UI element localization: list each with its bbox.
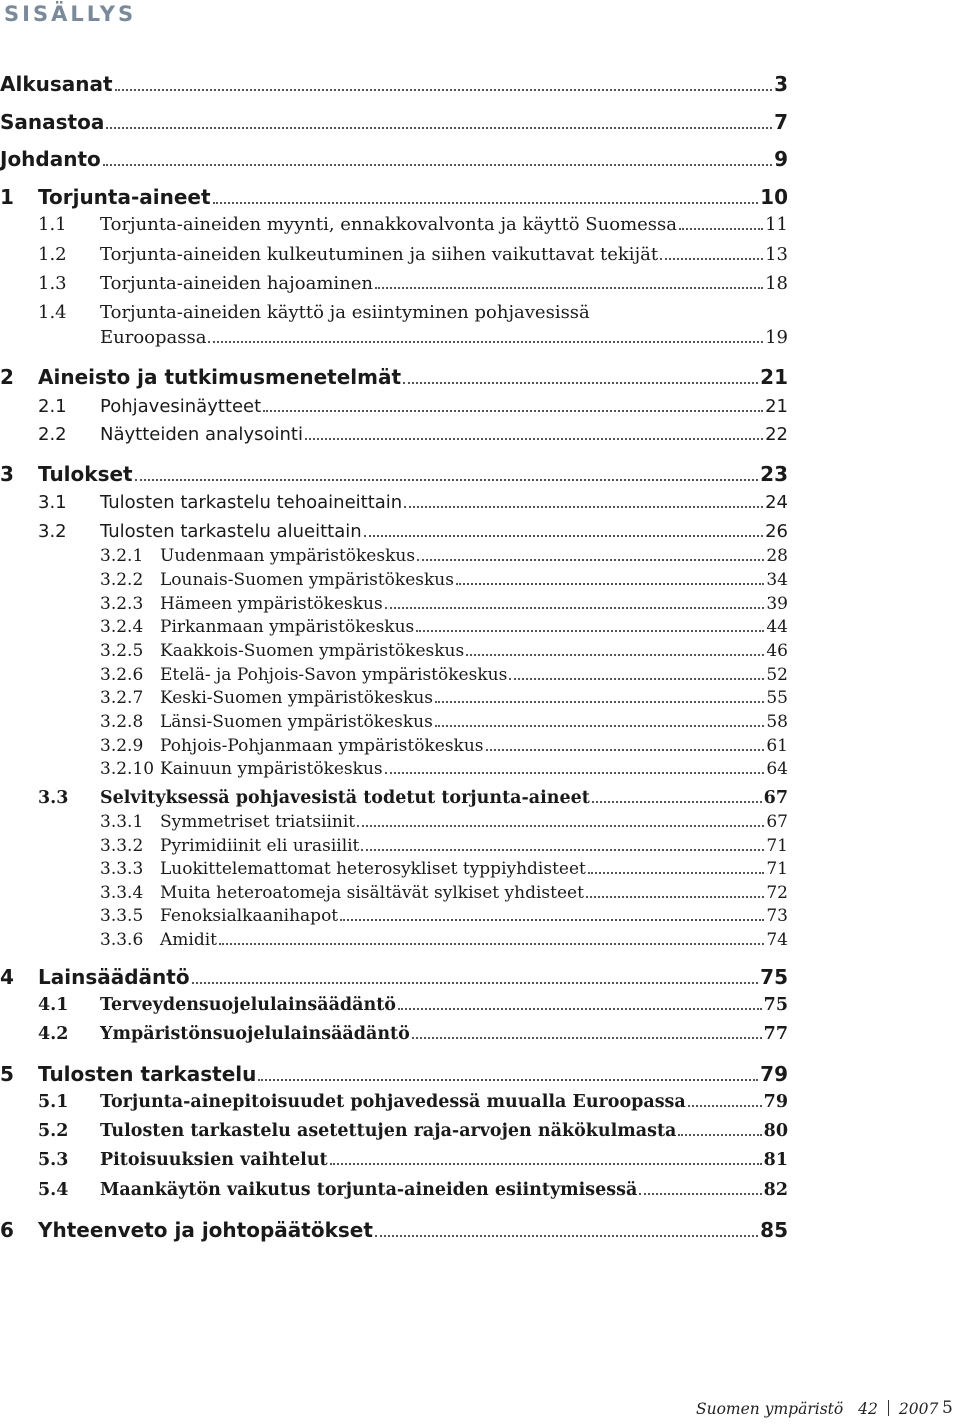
toc-entry-number: 6 xyxy=(0,1218,14,1242)
toc-leader-dots xyxy=(435,725,765,727)
toc-entry[interactable] xyxy=(38,492,788,513)
toc-entry-page: 64 xyxy=(766,759,788,779)
toc-entry-title: Etelä- ja Pohjois-Savon ympäristökeskus xyxy=(160,665,508,685)
toc-entry-page: 39 xyxy=(766,594,788,614)
toc-leader-dots xyxy=(586,896,764,898)
toc-entry[interactable] xyxy=(100,906,788,926)
toc-entry[interactable] xyxy=(100,712,788,732)
toc-entry-page: 61 xyxy=(766,736,788,756)
toc-leader-dots xyxy=(435,701,764,703)
toc-entry-number: 4.1 xyxy=(38,995,69,1015)
toc-entry-number: 3.3 xyxy=(38,788,69,808)
toc-entry-title: Kainuun ympäristökeskus xyxy=(160,759,383,779)
toc-leader-dots xyxy=(364,535,763,537)
toc-leader-dots xyxy=(416,630,764,632)
toc-entry-number: 5.1 xyxy=(38,1092,69,1112)
toc-entry-title: Johdanto xyxy=(0,147,101,171)
toc-entry-page: 22 xyxy=(765,424,788,445)
toc-entry-number: 3.2.6 xyxy=(100,665,144,685)
toc-entry[interactable] xyxy=(38,396,788,417)
footer-issue: 42 xyxy=(858,1400,878,1418)
toc-entry-title: Pohjavesinäytteet xyxy=(100,396,262,417)
toc-entry-number: 5.3 xyxy=(38,1150,69,1170)
toc-entry-page: 71 xyxy=(766,859,788,879)
toc-leader-dots xyxy=(106,127,772,129)
toc-entry-title: Tulosten tarkastelu alueittain xyxy=(100,521,362,542)
toc-entry-title: Torjunta-aineiden käyttö ja esiintyminen pohjavesissä xyxy=(100,302,590,323)
toc-entry-page: 71 xyxy=(766,836,788,856)
toc-entry-number: 3.3.2 xyxy=(100,836,144,856)
toc-entry-number: 2 xyxy=(0,365,14,389)
toc-entry-title: Symmetriset triatsiinit xyxy=(160,812,356,832)
page-title: SISÄLLYS xyxy=(4,2,137,26)
toc-entry-page: 26 xyxy=(765,521,788,542)
toc-entry[interactable] xyxy=(100,736,788,756)
toc-entry[interactable] xyxy=(38,273,788,294)
toc-entry-number: 3.1 xyxy=(38,492,67,513)
toc-entry-page: 23 xyxy=(760,462,788,486)
toc-entry-page: 52 xyxy=(766,665,788,685)
toc-entry-page: 11 xyxy=(765,214,788,235)
toc-entry[interactable] xyxy=(100,836,788,856)
toc-entry-page: 72 xyxy=(766,883,788,903)
toc-entry-page: 28 xyxy=(766,546,788,566)
toc-entry[interactable] xyxy=(38,521,788,542)
toc-entry-number: 1.3 xyxy=(38,273,67,294)
toc-entry-title: Torjunta-aineiden kulkeutuminen ja siihen vaikuttavat tekijät xyxy=(100,244,659,265)
toc-entry[interactable] xyxy=(0,1062,788,1086)
toc-entry-number: 3.2.3 xyxy=(100,594,144,614)
toc-entry-page: 79 xyxy=(760,1062,788,1086)
toc-entry-page: 79 xyxy=(763,1092,788,1112)
toc-entry-page: 9 xyxy=(774,147,788,171)
toc-entry[interactable] xyxy=(38,424,788,445)
toc-entry[interactable] xyxy=(0,1218,788,1242)
toc-entry-title: Keski-Suomen ympäristökeskus xyxy=(160,688,434,708)
toc-entry-number: 3.2.2 xyxy=(100,570,144,590)
toc-entry[interactable] xyxy=(100,688,788,708)
toc-entry-page: 67 xyxy=(763,788,788,808)
toc-leader-dots xyxy=(361,849,764,851)
toc-leader-dots xyxy=(219,943,764,945)
toc-leader-dots xyxy=(417,559,764,561)
toc-entry-number: 3.2.7 xyxy=(100,688,144,708)
toc-entry-page: 21 xyxy=(765,396,788,417)
toc-entry-number: 5 xyxy=(0,1062,14,1086)
toc-entry[interactable] xyxy=(0,72,788,96)
toc-entry-number: 1.1 xyxy=(38,214,67,235)
toc-leader-dots xyxy=(456,583,764,585)
toc-entry[interactable] xyxy=(100,883,788,903)
toc-entry-number: 5.2 xyxy=(38,1121,69,1141)
toc-entry-page: 58 xyxy=(766,712,788,732)
toc-entry-title: Euroopassa xyxy=(100,327,207,348)
toc-entry-page: 77 xyxy=(763,1024,788,1044)
toc-entry-title: Terveydensuojelulainsäädäntö xyxy=(100,995,396,1015)
footer-series: Suomen ympäristö xyxy=(696,1400,844,1418)
toc-leader-dots xyxy=(213,202,759,204)
toc-leader-dots xyxy=(357,825,764,827)
toc-entry-title: Selvityksessä pohjavesistä todetut torjunta-aineet xyxy=(100,788,590,808)
toc-entry[interactable] xyxy=(100,859,788,879)
toc-entry-title: Maankäytön vaikutus torjunta-aineiden esiintymisessä xyxy=(100,1180,638,1200)
toc-entry-number: 3.2.1 xyxy=(100,546,144,566)
toc-leader-dots xyxy=(375,1235,758,1237)
toc-entry[interactable] xyxy=(0,965,788,989)
toc-entry-title: Lainsäädäntö xyxy=(38,965,190,989)
toc-entry[interactable] xyxy=(100,617,788,637)
toc-leader-dots xyxy=(403,382,758,384)
toc-leader-dots xyxy=(208,341,763,343)
toc-entry-title: Ympäristönsuojelulainsäädäntö xyxy=(100,1024,410,1044)
toc-entry[interactable] xyxy=(100,930,788,950)
toc-entry-title: Hämeen ympäristökeskus xyxy=(160,594,383,614)
toc-entry-page: 74 xyxy=(766,930,788,950)
toc-entry-page: 19 xyxy=(765,327,788,348)
toc-leader-dots xyxy=(330,1163,762,1165)
toc-leader-dots xyxy=(486,749,765,751)
footer-separator xyxy=(888,1400,889,1416)
toc-entry-title: Tulokset xyxy=(38,462,133,486)
toc-entry[interactable] xyxy=(100,546,788,566)
toc-entry-title: Amidit xyxy=(160,930,217,950)
toc-entry-number: 3.3.5 xyxy=(100,906,144,926)
toc-leader-dots xyxy=(340,919,764,921)
toc-leader-dots xyxy=(660,258,763,260)
toc-entry-title: Kaakkois-Suomen ympäristökeskus xyxy=(160,641,465,661)
toc-entry-page: 75 xyxy=(763,995,788,1015)
toc-entry-page: 85 xyxy=(760,1218,788,1242)
toc-entry[interactable] xyxy=(0,110,788,134)
toc-entry-page: 34 xyxy=(766,570,788,590)
toc-leader-dots xyxy=(192,982,759,984)
toc-entry-page: 82 xyxy=(763,1180,788,1200)
toc-entry-title: Luokittelemattomat heterosykliset typpiyhdisteet xyxy=(160,859,586,879)
toc-entry-title: Pitoisuuksien vaihtelut xyxy=(100,1150,328,1170)
toc-entry-page: 55 xyxy=(766,688,788,708)
toc-leader-dots xyxy=(398,1008,762,1010)
toc-entry[interactable] xyxy=(38,1024,788,1044)
toc-entry-number: 3.2.5 xyxy=(100,641,144,661)
toc-entry-title: Alkusanat xyxy=(0,72,113,96)
toc-entry-title: Lounais-Suomen ympäristökeskus xyxy=(160,570,454,590)
toc-entry-title: Länsi-Suomen ympäristökeskus xyxy=(160,712,433,732)
toc-entry-title: Uudenmaan ympäristökeskus xyxy=(160,546,416,566)
footer-year: 2007 xyxy=(898,1400,939,1418)
toc-entry-title: Muita heteroatomeja sisältävät sylkiset yhdisteet xyxy=(160,883,584,903)
toc-entry-page: 18 xyxy=(765,273,788,294)
toc-entry[interactable] xyxy=(38,788,788,808)
toc-entry-page: 75 xyxy=(760,965,788,989)
toc-entry[interactable] xyxy=(100,570,788,590)
toc-entry[interactable] xyxy=(100,641,788,661)
toc-leader-dots xyxy=(639,1193,761,1195)
toc-entry-number: 5.4 xyxy=(38,1180,69,1200)
toc-leader-dots xyxy=(678,1134,761,1136)
toc-entry-number: 4 xyxy=(0,965,14,989)
toc-leader-dots xyxy=(375,287,763,289)
toc-entry-page: 24 xyxy=(765,492,788,513)
toc-leader-dots xyxy=(592,801,762,803)
toc-entry[interactable] xyxy=(100,812,788,832)
toc-leader-dots xyxy=(679,228,763,230)
toc-entry-number: 3.3.6 xyxy=(100,930,144,950)
toc-entry-title: Tulosten tarkastelu tehoaineittain xyxy=(100,492,403,513)
toc-entry[interactable] xyxy=(100,327,788,348)
toc-entry-page: 44 xyxy=(766,617,788,637)
toc-entry[interactable] xyxy=(100,594,788,614)
toc-entry-number: 3.2.9 xyxy=(100,736,144,756)
toc-leader-dots xyxy=(466,654,764,656)
toc-entry[interactable] xyxy=(38,214,788,235)
toc-entry[interactable] xyxy=(0,185,788,209)
toc-entry-number: 2.1 xyxy=(38,396,67,417)
toc-leader-dots xyxy=(588,872,764,874)
toc-entry-title: Pohjois-Pohjanmaan ympäristökeskus xyxy=(160,736,484,756)
toc-entry-page: 3 xyxy=(774,72,788,96)
toc-leader-dots xyxy=(404,506,763,508)
toc-entry-title: Tulosten tarkastelu asetettujen raja-arvojen näkökulmasta xyxy=(100,1121,677,1141)
toc-leader-dots xyxy=(103,164,772,166)
toc-entry-title: Näytteiden analysointi xyxy=(100,424,303,445)
toc-entry-title: Aineisto ja tutkimusmenetelmät xyxy=(38,365,402,389)
toc-entry[interactable] xyxy=(38,995,788,1015)
toc-entry-page: 73 xyxy=(766,906,788,926)
toc-leader-dots xyxy=(509,678,764,680)
toc-entry[interactable] xyxy=(38,302,788,323)
toc-leader-dots xyxy=(115,89,773,91)
toc-entry-number: 3.2.10 xyxy=(100,759,155,779)
toc-leader-dots xyxy=(385,607,765,609)
toc-entry[interactable] xyxy=(38,1092,788,1112)
toc-entry[interactable] xyxy=(38,1150,788,1170)
toc-entry-number: 1.2 xyxy=(38,244,67,265)
toc-entry[interactable] xyxy=(38,1121,788,1141)
toc-entry-number: 3.3.3 xyxy=(100,859,144,879)
toc-entry-title: Torjunta-aineiden hajoaminen xyxy=(100,273,373,294)
toc-leader-dots xyxy=(135,479,759,481)
toc-entry[interactable] xyxy=(0,147,788,171)
toc-entry-number: 4.2 xyxy=(38,1024,69,1044)
toc-entry-page: 10 xyxy=(760,185,788,209)
toc-entry-title: Fenoksialkaanihapot xyxy=(160,906,339,926)
toc-entry[interactable] xyxy=(0,462,788,486)
toc-entry-page: 7 xyxy=(774,110,788,134)
toc-entry-page: 81 xyxy=(763,1150,788,1170)
toc-entry-number: 2.2 xyxy=(38,424,67,445)
toc-entry[interactable] xyxy=(38,244,788,265)
toc-entry-number: 3.2.4 xyxy=(100,617,144,637)
toc-leader-dots xyxy=(305,438,763,440)
toc-entry-title: Pyrimidiinit eli urasiilit xyxy=(160,836,360,856)
toc-entry-number: 3.2 xyxy=(38,521,67,542)
footer xyxy=(696,1400,938,1418)
toc-entry[interactable] xyxy=(0,365,788,389)
toc-entry-number: 3.2.8 xyxy=(100,712,144,732)
toc-entry-page: 80 xyxy=(763,1121,788,1141)
toc-entry-title: Tulosten tarkastelu xyxy=(38,1062,257,1086)
toc-entry-title: Torjunta-aineiden myynti, ennakkovalvonta ja käyttö Suomessa xyxy=(100,214,677,235)
toc-entry-number: 3 xyxy=(0,462,14,486)
toc-leader-dots xyxy=(385,772,765,774)
toc-entry-number: 1.4 xyxy=(38,302,67,323)
toc-leader-dots xyxy=(688,1105,762,1107)
toc-entry-page: 67 xyxy=(766,812,788,832)
toc-entry-title: Yhteenveto ja johtopäätökset xyxy=(38,1218,373,1242)
toc-entry-page: 21 xyxy=(760,365,788,389)
page-number: 5 xyxy=(942,1398,953,1418)
toc-entry-title: Torjunta-ainepitoisuudet pohjavedessä muualla Euroopassa xyxy=(100,1092,686,1112)
toc-entry-title: Sanastoa xyxy=(0,110,105,134)
toc-leader-dots xyxy=(412,1037,762,1039)
toc-entry-number: 3.3.4 xyxy=(100,883,144,903)
toc-entry-number: 1 xyxy=(0,185,14,209)
toc-entry[interactable] xyxy=(100,665,788,685)
toc-entry-title: Torjunta-aineet xyxy=(38,185,211,209)
toc-entry-title: Pirkanmaan ympäristökeskus xyxy=(160,617,415,637)
toc-entry[interactable] xyxy=(38,1180,788,1200)
toc-entry[interactable] xyxy=(100,759,788,779)
toc-leader-dots xyxy=(258,1079,758,1081)
toc-entry-page: 13 xyxy=(765,244,788,265)
toc-entry-number: 3.3.1 xyxy=(100,812,144,832)
toc-entry-page: 46 xyxy=(766,641,788,661)
toc-leader-dots xyxy=(263,410,763,412)
